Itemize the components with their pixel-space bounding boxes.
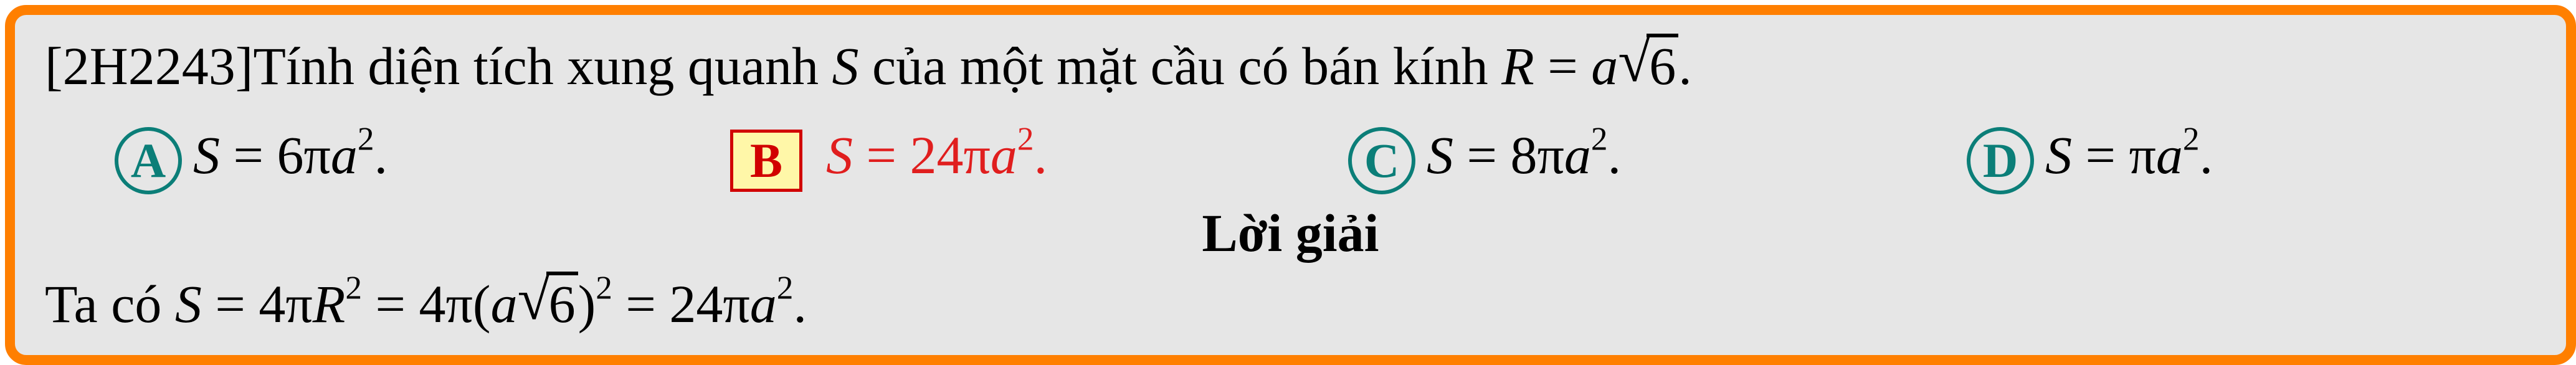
solution-r: R [312,274,346,334]
solution-part-3: ) [577,274,596,334]
solution-exp-1: 2 [345,268,362,306]
option-d-rhs: = π [2072,125,2156,185]
solution-prefix: Ta có [45,274,175,334]
option-b-exp: 2 [1017,120,1034,158]
problem-text: Tính diện tích xung quanh [253,36,832,96]
solution-a-2: a [749,274,777,334]
solution-exp-3: 2 [776,268,794,306]
radicand: 6 [1647,34,1678,91]
solution-exp-2: 2 [596,268,612,306]
question-card [5,5,2576,365]
option-b-var: a [990,125,1017,185]
option-d-end: . [2199,125,2213,185]
problem-code: [2H2243] [45,36,254,96]
option-a[interactable] [115,121,387,189]
solution-sqrt [517,265,578,335]
option-d[interactable] [1967,121,2213,189]
option-a-rhs: = 6π [220,125,331,185]
option-c-end: . [1607,125,1622,185]
solution-heading: Lời giải [1202,203,1379,263]
problem-text-2: của một mặt cầu có bán kính [858,36,1502,96]
var-r: R [1501,36,1534,96]
option-a-end: . [374,125,388,185]
option-c-lhs: S [1427,125,1453,185]
solution-part-4: = 24π [612,274,750,334]
option-a-exp: 2 [357,120,374,158]
option-c-var: a [1564,125,1591,185]
equals: = [1534,36,1592,96]
radical-sign-icon: √ [1618,27,1651,94]
option-a-var: a [330,125,358,185]
solution-part-1: = 4π [201,274,313,334]
radical-sign-icon: √ [517,265,551,332]
sqrt-expression [1618,27,1678,97]
option-d-lhs: S [2045,125,2072,185]
solution-s: S [174,274,202,334]
option-c-exp: 2 [1590,120,1608,158]
solution-text [45,265,807,335]
solution-end: . [793,274,807,334]
option-b-lhs: S [826,125,853,185]
option-a-marker[interactable]: A [115,127,182,194]
option-b[interactable] [730,121,1047,189]
problem-statement [45,27,1692,97]
option-d-var: a [2155,125,2183,185]
option-c[interactable] [1348,121,1621,189]
option-d-marker[interactable]: D [1967,127,2034,194]
var-a: a [1591,36,1618,96]
var-s: S [832,36,859,96]
solution-part-2: = 4π( [362,274,491,334]
solution-radicand: 6 [546,272,578,329]
option-c-rhs: = 8π [1453,125,1564,185]
period: . [1678,36,1692,96]
option-b-rhs: = 24π [853,125,991,185]
option-b-marker[interactable]: B [730,130,802,192]
option-d-exp: 2 [2182,120,2200,158]
option-a-lhs: S [193,125,220,185]
option-b-end: . [1034,125,1048,185]
solution-a: a [490,274,518,334]
option-c-marker[interactable]: C [1348,127,1415,194]
